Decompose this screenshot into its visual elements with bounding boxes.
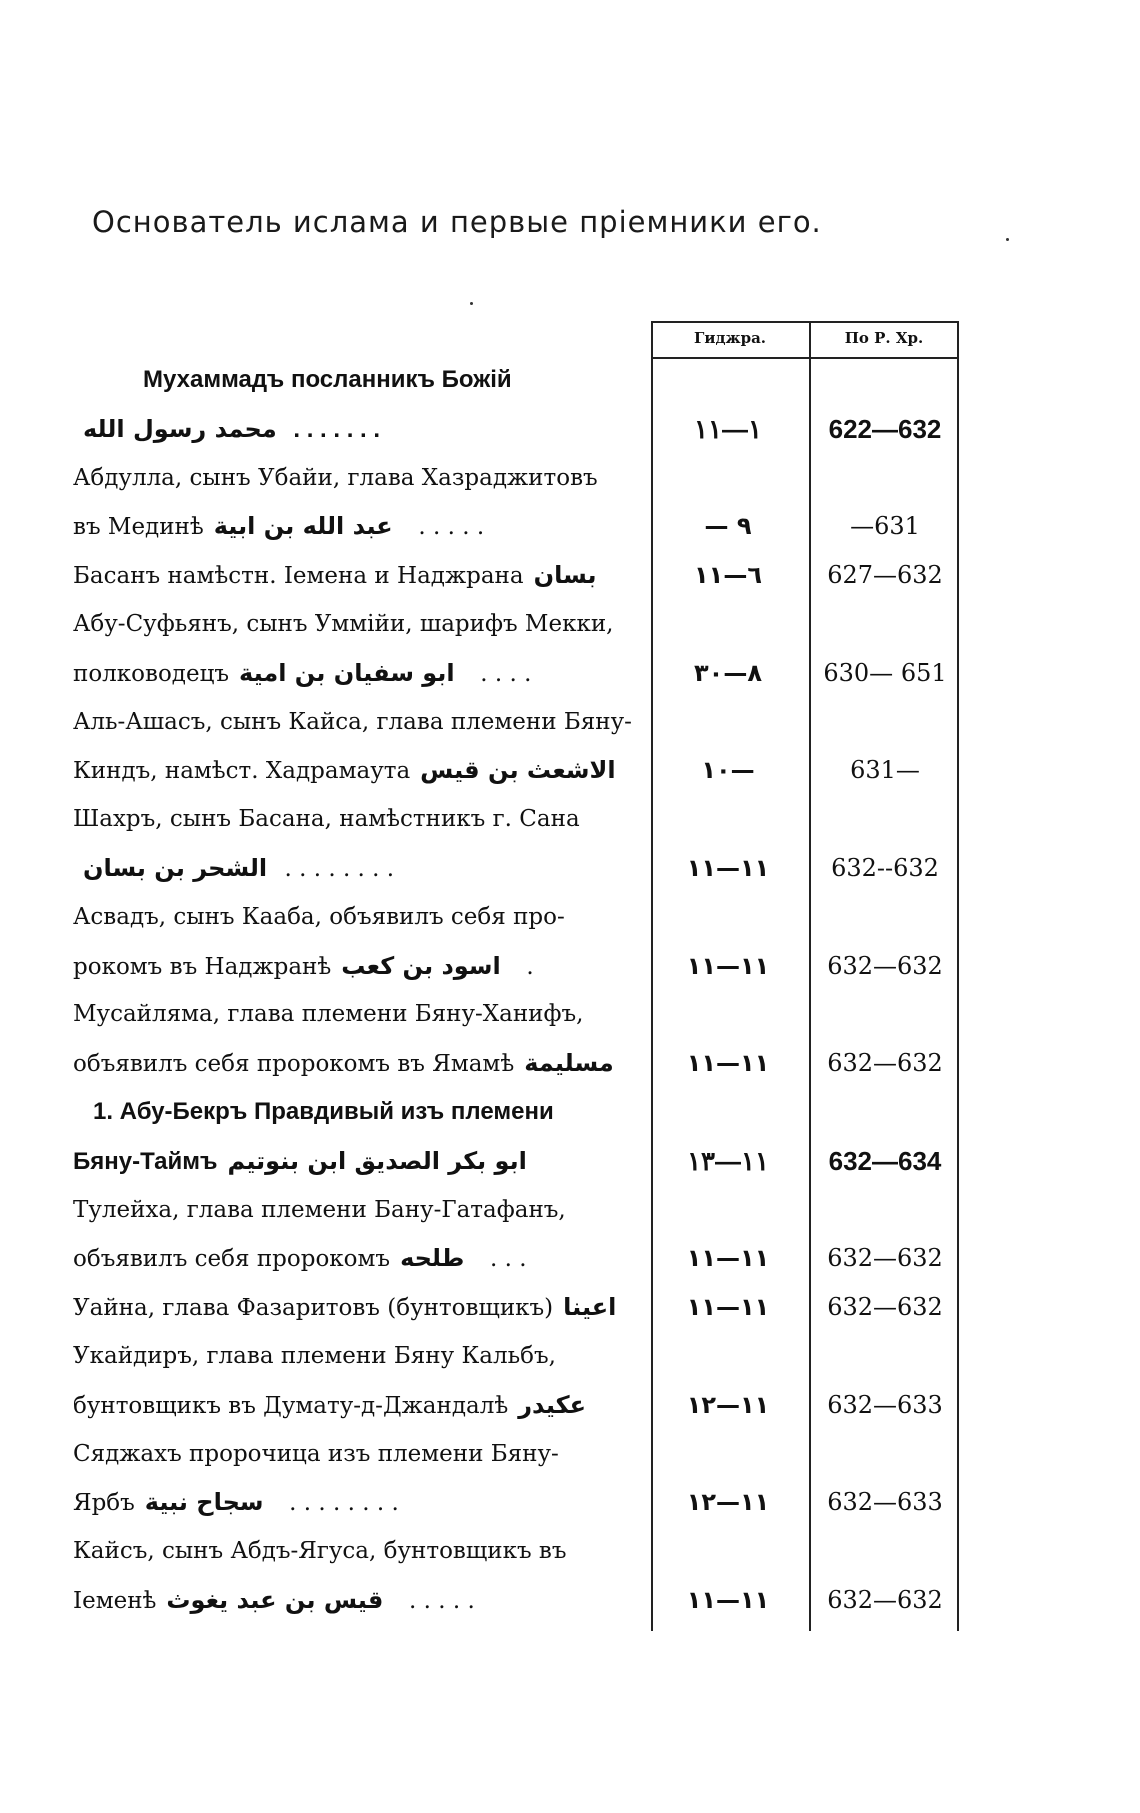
ad-years: 632—632 <box>827 1244 943 1273</box>
entry-text <box>73 560 633 591</box>
russian-text: Уайна, глава Фазаритовъ (бунтовщикъ) <box>73 1295 554 1322</box>
entry-text <box>73 658 633 689</box>
leader-dots: . <box>519 953 534 980</box>
hijra-years: ١١—١١ <box>686 854 770 882</box>
arabic-name: الاشعث بن قيس <box>420 756 624 785</box>
russian-text: Киндъ, намѣст. Хадрамаута <box>73 758 411 785</box>
arabic-name: ابو بكر الصديق ابن بنوتيم <box>227 1146 536 1175</box>
entry-text <box>73 1390 633 1421</box>
entry-text <box>73 463 633 493</box>
russian-text: Бяну-Таймъ <box>73 1147 218 1175</box>
entry-text <box>73 853 633 884</box>
russian-text: бунтовщикъ въ Думату-д-Джандалѣ <box>73 1392 509 1419</box>
russian-text: 1. Абу-Бекръ Правдивый изъ племени <box>93 1098 554 1125</box>
entry-text <box>73 1439 633 1469</box>
ad-years: 632—633 <box>827 1488 943 1517</box>
entry-text <box>73 804 633 834</box>
russian-text: въ Мединѣ <box>73 514 204 541</box>
ad-years: 632—632 <box>827 951 943 980</box>
entry-text <box>73 755 633 786</box>
russian-text: Кайсъ, сынъ Абдъ-Ягуса, бунтовщикъ въ <box>73 1538 567 1565</box>
russian-text: Мухаммадъ посланникъ Божій <box>143 366 512 393</box>
hijra-years: ٦—١١ <box>694 561 762 590</box>
entry-text <box>73 1243 633 1274</box>
arabic-name: طلحه <box>400 1244 473 1273</box>
entry-text <box>73 707 633 737</box>
russian-text: полководецъ <box>73 660 230 687</box>
entry-text <box>73 1292 633 1323</box>
arabic-name: محمد رسول الله <box>83 414 277 443</box>
arabic-name: اعينا <box>563 1293 625 1322</box>
entry-text <box>73 1341 633 1371</box>
entry-text <box>73 1146 633 1177</box>
entry-text <box>73 511 633 542</box>
arabic-name: ابو سفيان بن امية <box>239 658 463 687</box>
entry-text <box>73 609 633 639</box>
russian-text: Укайдиръ, глава племени Бяну Кальбъ, <box>73 1343 556 1369</box>
hijra-years: ١١—١١ <box>686 1049 770 1078</box>
russian-text: Аль-Ашасъ, сынъ Кайса, глава племени Бяну- <box>73 708 632 735</box>
russian-text: рокомъ въ Наджранѣ <box>73 953 332 980</box>
russian-text: Ярбъ <box>73 1490 135 1517</box>
ad-years: —631 <box>850 512 920 541</box>
hijra-years: ١١—١١ <box>686 951 770 980</box>
leader-dots: . . . . . <box>401 1588 475 1614</box>
ad-years: 632—633 <box>827 1390 943 1419</box>
table-header-rule <box>651 357 959 359</box>
russian-text: Мусайляма, глава племени Бяну-Ханифъ, <box>73 1001 584 1028</box>
leader-dots: . . . . . . . . <box>281 1490 399 1517</box>
ad-years: 632--632 <box>831 854 939 882</box>
arabic-name: سجاح نبية <box>144 1488 272 1517</box>
entry-text <box>73 1195 633 1225</box>
arabic-name: عبد الله بن ابية <box>213 512 402 541</box>
hijra-years: ١١—١١ <box>686 1293 770 1322</box>
hijra-years: ١١—١١ <box>686 1586 770 1614</box>
ad-header: По Р. Хр. <box>844 329 924 347</box>
speck <box>470 302 473 305</box>
entry-text <box>73 951 633 982</box>
hijra-years: ١١—١١ <box>686 1244 770 1273</box>
hijra-header: Гиджра. <box>693 329 767 347</box>
hijra-years: ١١—١٣ <box>687 1145 769 1176</box>
ad-years: 631— <box>850 756 920 785</box>
ad-years: 632—634 <box>828 1145 942 1176</box>
ad-years: 630— 651 <box>823 658 947 687</box>
ad-years: 627—632 <box>827 561 943 590</box>
page-title: Основатель ислама и первые пріемники его. <box>92 205 822 239</box>
hijra-years: — ٩ <box>704 512 752 541</box>
leader-dots: . . . . . . . <box>286 415 381 443</box>
ad-years: 632—632 <box>827 1049 943 1078</box>
hijra-years: ١—١١ <box>694 413 762 444</box>
arabic-name: اسود بن كعب <box>341 951 510 980</box>
entry-text <box>73 1487 633 1518</box>
entry-text <box>73 1585 633 1616</box>
russian-text: Iеменѣ <box>73 1588 157 1614</box>
hijra-years: ١١—١٢ <box>686 1390 770 1419</box>
entry-text <box>73 902 633 932</box>
entry-text <box>73 414 633 445</box>
entry-text <box>73 1048 633 1079</box>
hijra-years: ٨—٣٠ <box>694 658 762 687</box>
arabic-name: عكيدر <box>518 1390 595 1419</box>
russian-text: объявилъ себя пророкомъ въ Ямамѣ <box>73 1051 515 1078</box>
arabic-name: الشحر بن بسان <box>83 854 268 882</box>
arabic-name: بسان <box>533 561 605 590</box>
arabic-name: قيس بن عبد يغوث <box>166 1586 392 1614</box>
ad-years: 622—632 <box>828 413 942 444</box>
russian-text: объявилъ себя пророкомъ <box>73 1246 391 1273</box>
leader-dots: . . . <box>482 1246 527 1273</box>
leader-dots: . . . . . <box>411 514 485 541</box>
ad-years: 632—632 <box>827 1293 943 1322</box>
entry-text <box>73 999 633 1029</box>
entry-text <box>73 1536 633 1566</box>
russian-text: Шахръ, сынъ Басана, намѣстникъ г. Сана <box>73 806 580 833</box>
russian-text: Тулейха, глава племени Бану-Гатафанъ, <box>73 1196 566 1223</box>
leader-dots: . . . . <box>472 660 532 687</box>
hijra-years: ١١—١٢ <box>686 1488 770 1517</box>
speck <box>1006 238 1009 241</box>
russian-text: Абу-Суфьянъ, сынъ Уммійи, шарифъ Мекки, <box>73 611 614 637</box>
entry-text <box>93 1097 653 1127</box>
entry-text <box>143 365 703 395</box>
russian-text: Абдулла, сынъ Убайи, глава Хазраджитовъ <box>73 464 598 491</box>
arabic-name: مسليمة <box>524 1049 623 1078</box>
leader-dots: . . . . . . . . <box>277 856 395 882</box>
russian-text: Басанъ намѣстн. Iемена и Наджрана <box>73 563 524 590</box>
russian-text: Сяджахъ пророчица изъ племени Бяну- <box>73 1440 559 1467</box>
hijra-years: ١٠— <box>701 756 755 785</box>
ad-years: 632—632 <box>827 1586 943 1614</box>
russian-text: Асвадъ, сынъ Кааба, объявилъ себя про- <box>73 903 565 930</box>
